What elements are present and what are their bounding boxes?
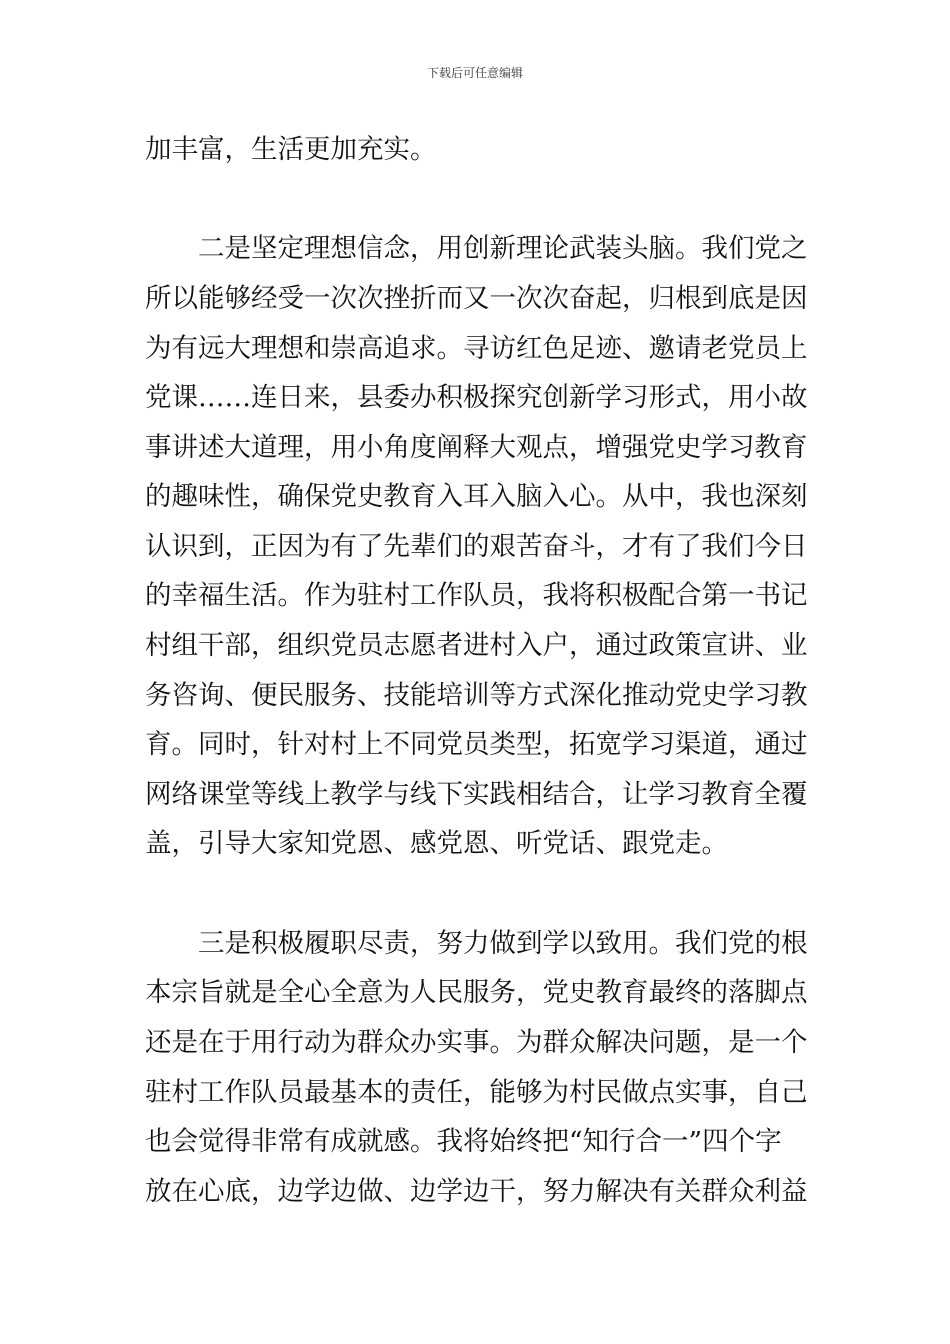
paragraph-2-line-9: 村组干部，组织党员志愿者进村入户，通过政策宣讲、业 xyxy=(145,630,808,661)
paragraph-3-line-5: 也会觉得非常有成就感。我将始终把“知行合一”四个字 xyxy=(145,1126,782,1157)
paragraph-2-line-8: 的幸福生活。作为驻村工作队员，我将积极配合第一书记 xyxy=(145,580,808,611)
paragraph-1-line-1: 加丰富，生活更加充实。 xyxy=(145,134,437,165)
paragraph-2-line-10: 务咨询、便民服务、技能培训等方式深化推动党史学习教 xyxy=(145,680,808,711)
paragraph-2-line-7: 认识到，正因为有了先辈们的艰苦奋斗，才有了我们今日 xyxy=(145,531,808,562)
paragraph-2-line-3: 为有远大理想和崇高追求。寻访红色足迹、邀请老党员上 xyxy=(145,333,808,364)
paragraph-3-line-1: 三是积极履职尽责，努力做到学以致用。我们党的根 xyxy=(198,928,808,959)
paragraph-2-line-1: 二是坚定理想信念，用创新理论武装头脑。我们党之 xyxy=(198,233,808,264)
paragraph-3-line-3: 还是在于用行动为群众办实事。为群众解决问题，是一个 xyxy=(145,1027,808,1058)
paragraph-2-line-4: 党课……连日来，县委办积极探究创新学习形式，用小故 xyxy=(145,382,808,413)
paragraph-2-line-2: 所以能够经受一次次挫折而又一次次奋起，归根到底是因 xyxy=(145,283,808,314)
paragraph-2-line-13: 盖，引导大家知党恩、感党恩、听党话、跟党走。 xyxy=(145,828,728,859)
paragraph-2-line-5: 事讲述大道理，用小角度阐释大观点，增强党史学习教育 xyxy=(145,432,808,463)
paragraph-2-line-12: 网络课堂等线上教学与线下实践相结合，让学习教育全覆 xyxy=(145,779,808,810)
paragraph-3-line-2: 本宗旨就是全心全意为人民服务，党史教育最终的落脚点 xyxy=(145,977,808,1008)
paragraph-2-line-11: 育。同时，针对村上不同党员类型，拓宽学习渠道，通过 xyxy=(145,729,808,760)
paragraph-3-line-6: 放在心底，边学边做、边学边干，努力解决有关群众利益 xyxy=(145,1176,808,1207)
paragraph-3-line-4: 驻村工作队员最基本的责任，能够为村民做点实事，自己 xyxy=(145,1077,808,1108)
paragraph-2-line-6: 的趣味性，确保党史教育入耳入脑入心。从中，我也深刻 xyxy=(145,481,808,512)
page-header: 下载后可任意编辑 xyxy=(426,66,523,80)
